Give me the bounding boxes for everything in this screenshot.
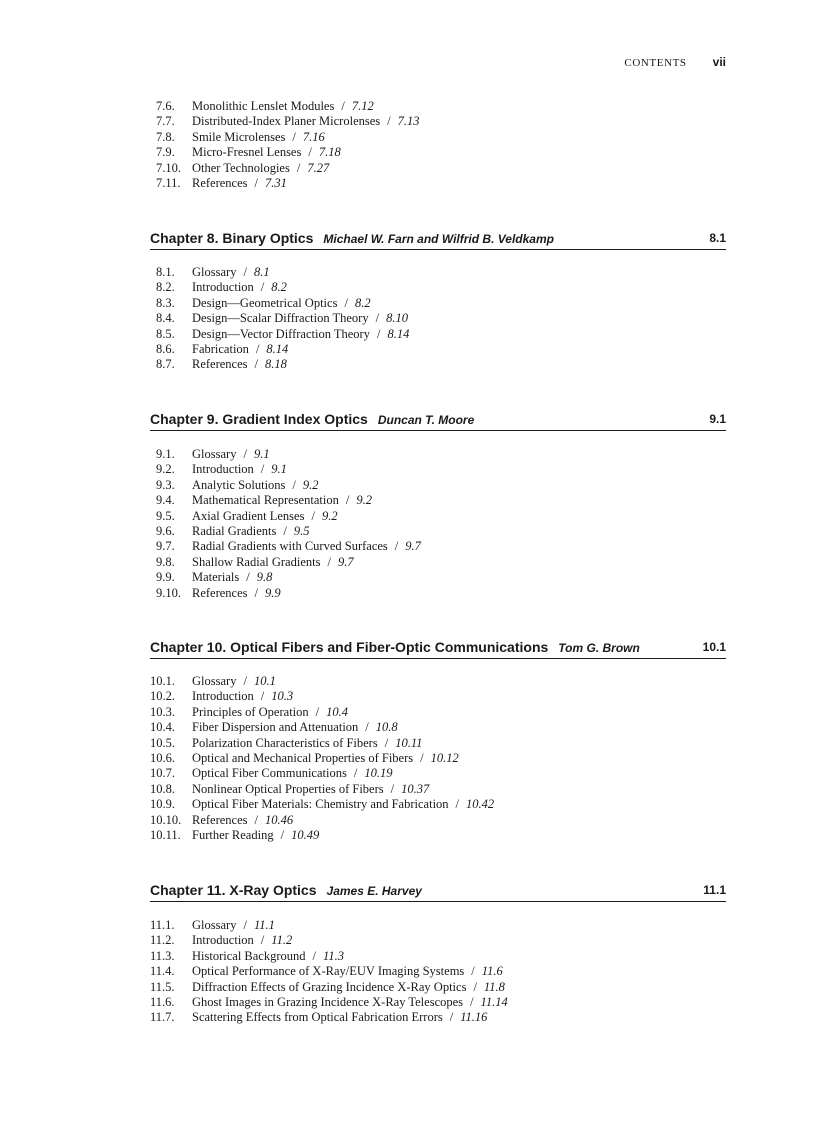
separator-slash: / [365, 720, 369, 735]
toc-entry [150, 99, 726, 114]
section-title: Introduction [192, 462, 254, 477]
chapter-page: 11.1 [703, 883, 726, 897]
section-number: 7.10. [156, 160, 181, 175]
section-page: 11.2 [271, 933, 293, 948]
section-number: 7.9. [156, 145, 175, 160]
chapter-title: Chapter 8. Binary Optics [150, 230, 314, 246]
section-page: 8.1 [253, 265, 270, 279]
toc-entry [150, 311, 726, 326]
toc-entry [150, 782, 726, 797]
section-page: 7.13 [397, 114, 420, 129]
separator-slash: / [260, 933, 265, 948]
section-page: 7.31 [265, 175, 287, 190]
toc-entry [150, 751, 726, 766]
separator-slash: / [308, 145, 312, 160]
separator-slash: / [312, 948, 316, 963]
section-page: 9.1 [253, 447, 270, 461]
chapter-author: James E. Harvey [326, 884, 422, 898]
section-title: Historical Background [192, 948, 306, 963]
chapter-11-section-list [150, 918, 726, 1026]
separator-slash: / [311, 508, 315, 523]
toc-entry [150, 462, 726, 477]
section-title: Introduction [192, 689, 254, 704]
section-title: Fabrication [192, 341, 249, 356]
toc-entry [150, 296, 726, 311]
section-title: Glossary [192, 674, 237, 688]
toc-entry [150, 145, 726, 160]
chapter-10-section-list [150, 674, 726, 843]
toc-entry [150, 933, 726, 948]
separator-slash: / [473, 979, 477, 994]
chapter-author: Michael W. Farn and Wilfrid B. Veldkamp [323, 232, 554, 246]
section-number: 11.2. [150, 933, 175, 948]
section-page: 10.49 [291, 827, 320, 842]
section-title: Optical Fiber Communications [192, 766, 347, 781]
toc-entry [150, 720, 726, 735]
toc-entry [150, 509, 726, 524]
section-number: 8.6. [156, 341, 175, 356]
section-number: 11.6. [150, 994, 175, 1009]
section-page: 7.18 [318, 145, 341, 160]
toc-entry [150, 705, 726, 720]
section-title: Fiber Dispersion and Attenuation [192, 720, 359, 735]
section-page: 10.46 [265, 812, 294, 827]
section-title: Distributed-Index Planer Microlenses [192, 114, 381, 129]
section-page: 11.16 [460, 1010, 488, 1025]
section-number: 8.3. [156, 295, 175, 310]
section-page: 8.14 [387, 326, 410, 341]
toc-entry [150, 555, 726, 570]
separator-slash: / [260, 280, 265, 295]
toc-entry [150, 736, 726, 751]
section-page: 10.19 [364, 766, 393, 781]
toc-entry [150, 1010, 726, 1025]
separator-slash: / [315, 704, 320, 719]
section-page: 9.7 [337, 554, 354, 569]
separator-slash: / [243, 674, 247, 688]
section-page: 7.27 [307, 160, 330, 175]
section-number: 10.6. [150, 750, 175, 765]
section-title: Radial Gradients with Curved Surfaces [192, 539, 388, 554]
section-page: 9.1 [271, 462, 287, 477]
section-title: Shallow Radial Gradients [192, 554, 321, 569]
separator-slash: / [243, 265, 247, 279]
section-page: 7.12 [351, 99, 374, 113]
section-page: 8.14 [266, 341, 289, 356]
toc-entry [150, 539, 726, 554]
section-number: 10.1. [150, 674, 175, 688]
section-title: References [192, 585, 248, 600]
section-page: 7.16 [302, 129, 325, 144]
chapter-9-heading [150, 411, 726, 431]
section-title: Design—Geometrical Optics [192, 295, 338, 310]
separator-slash: / [375, 311, 380, 326]
separator-slash: / [243, 447, 247, 461]
section-title: Nonlinear Optical Properties of Fibers [192, 781, 384, 796]
section-title: Optical and Mechanical Properties of Fibers [192, 750, 414, 765]
section-number: 10.11. [150, 827, 181, 842]
toc-entry [150, 828, 726, 843]
separator-slash: / [327, 554, 331, 569]
separator-slash: / [390, 781, 395, 796]
section-number: 8.2. [156, 280, 175, 295]
toc-entry [150, 689, 726, 704]
separator-slash: / [384, 735, 389, 750]
chapter-title: Chapter 9. Gradient Index Optics [150, 411, 368, 427]
chapter-8-section-list [150, 265, 726, 373]
toc-entry [150, 265, 726, 280]
toc-entry [150, 280, 726, 295]
section-number: 8.7. [156, 357, 175, 372]
separator-slash: / [254, 175, 259, 190]
toc-entry [150, 357, 726, 372]
separator-slash: / [455, 797, 460, 812]
section-title: Radial Gradients [192, 523, 277, 538]
toc-entry [150, 949, 726, 964]
toc-entry [150, 447, 726, 462]
section-title: Mathematical Representation [192, 493, 339, 508]
separator-slash: / [471, 964, 475, 979]
section-number: 9.6. [156, 523, 175, 538]
separator-slash: / [345, 493, 350, 508]
separator-slash: / [260, 462, 265, 477]
section-title: Scattering Effects from Optical Fabrication Errors [192, 1010, 443, 1025]
section-number: 7.6. [156, 99, 175, 113]
section-page: 9.2 [356, 493, 372, 508]
section-page: 9.7 [405, 539, 421, 554]
running-header [150, 53, 726, 71]
section-page: 10.42 [466, 797, 495, 812]
chapter-8-heading [150, 230, 726, 250]
section-page: 11.3 [323, 948, 344, 963]
separator-slash: / [344, 295, 348, 310]
running-header-label: CONTENTS [624, 57, 687, 69]
toc-entry [150, 964, 726, 979]
section-title: Further Reading [192, 827, 274, 842]
separator-slash: / [387, 114, 391, 129]
section-page: 10.11 [395, 735, 423, 750]
section-number: 7.11. [156, 175, 181, 190]
section-title: Ghost Images in Grazing Incidence X-Ray Telescopes [192, 994, 464, 1009]
toc-entry [150, 493, 726, 508]
chapter-page: 8.1 [709, 231, 726, 245]
section-number: 8.4. [156, 311, 175, 326]
toc-entry [150, 766, 726, 781]
separator-slash: / [353, 766, 358, 781]
toc-entry [150, 114, 726, 129]
section-title: Optical Fiber Materials: Chemistry and Fabrication [192, 797, 449, 812]
separator-slash: / [243, 918, 247, 932]
separator-slash: / [280, 827, 285, 842]
section-number: 9.3. [156, 477, 175, 492]
separator-slash: / [470, 994, 474, 1009]
section-number: 7.8. [156, 129, 175, 144]
section-number: 10.10. [150, 812, 182, 827]
section-number: 8.1. [156, 265, 175, 279]
chapter-page: 10.1 [702, 640, 726, 654]
section-number: 11.3. [150, 948, 175, 963]
chapter-9-section-list [150, 447, 726, 601]
section-title: Polarization Characteristics of Fibers [192, 735, 378, 750]
separator-slash: / [254, 357, 259, 372]
separator-slash: / [394, 539, 399, 554]
section-title: Principles of Operation [192, 704, 309, 719]
section-number: 11.1. [150, 918, 175, 932]
separator-slash: / [292, 477, 296, 492]
section-page: 8.18 [265, 357, 287, 372]
section-title: Monolithic Lenslet Modules [192, 99, 335, 113]
chapter-page: 9.1 [709, 412, 726, 426]
separator-slash: / [449, 1010, 454, 1025]
section-number: 10.8. [150, 781, 175, 796]
section-number: 9.2. [156, 462, 175, 477]
section-number: 9.7. [156, 539, 175, 554]
section-number: 9.4. [156, 493, 175, 508]
section-title: References [192, 812, 248, 827]
section-page: 9.8 [256, 570, 273, 585]
toc-entry [150, 995, 726, 1010]
section-page: 9.2 [321, 508, 338, 523]
section-page: 8.2 [271, 280, 287, 295]
section-title: References [192, 175, 248, 190]
toc-entry [150, 130, 726, 145]
separator-slash: / [255, 341, 260, 356]
section-number: 10.9. [150, 797, 175, 812]
section-title: Axial Gradient Lenses [192, 508, 305, 523]
chapter-title: Chapter 11. X-Ray Optics [150, 882, 317, 898]
section-page: 11.1 [253, 918, 275, 932]
toc-entry [150, 813, 726, 828]
section-title: Analytic Solutions [192, 477, 286, 492]
section-title: Optical Performance of X-Ray/EUV Imaging Systems [192, 964, 465, 979]
section-page: 9.5 [293, 523, 310, 538]
separator-slash: / [254, 585, 259, 600]
separator-slash: / [420, 750, 424, 765]
toc-entry [150, 176, 726, 191]
toc-entry [150, 980, 726, 995]
chapter-author: Duncan T. Moore [377, 413, 475, 427]
chapter-title: Chapter 10. Optical Fibers and Fiber-Optic Communications [150, 639, 549, 655]
separator-slash: / [283, 523, 287, 538]
toc-entry [150, 524, 726, 539]
section-page: 10.8 [375, 720, 398, 735]
section-number: 9.9. [156, 570, 175, 585]
section-page: 11.8 [483, 979, 505, 994]
section-page: 10.37 [401, 781, 430, 796]
section-page: 10.12 [430, 750, 459, 765]
section-number: 10.4. [150, 720, 175, 735]
chapter-10-heading [150, 639, 726, 659]
section-page: 8.2 [354, 295, 371, 310]
toc-entry [150, 586, 726, 601]
section-title: References [192, 357, 248, 372]
section-number: 11.7. [150, 1010, 175, 1025]
separator-slash: / [246, 570, 250, 585]
running-header-page-number: vii [712, 55, 726, 69]
toc-entry [150, 918, 726, 933]
separator-slash: / [260, 689, 265, 704]
section-number: 11.4. [150, 964, 175, 979]
section-page: 10.3 [271, 689, 294, 704]
section-title: Materials [192, 570, 240, 585]
section-number: 9.10. [156, 585, 181, 600]
section-number: 10.7. [150, 766, 175, 781]
section-title: Other Technologies [192, 160, 290, 175]
section-number: 8.5. [156, 326, 175, 341]
section-number: 10.3. [150, 704, 175, 719]
chapter-7-continued-list [150, 99, 726, 191]
section-title: Introduction [192, 933, 254, 948]
toc-entry [150, 797, 726, 812]
separator-slash: / [292, 129, 296, 144]
section-page: 8.10 [386, 311, 408, 326]
section-number: 11.5. [150, 979, 175, 994]
section-title: Glossary [192, 918, 237, 932]
separator-slash: / [341, 99, 345, 113]
separator-slash: / [296, 160, 301, 175]
section-number: 9.1. [156, 447, 175, 461]
toc-entry [150, 342, 726, 357]
section-title: Introduction [192, 280, 254, 295]
toc-entry [150, 570, 726, 585]
separator-slash: / [376, 326, 381, 341]
section-title: Glossary [192, 447, 237, 461]
section-title: Design—Scalar Diffraction Theory [192, 311, 369, 326]
section-number: 7.7. [156, 114, 175, 129]
separator-slash: / [254, 812, 259, 827]
section-number: 9.8. [156, 554, 175, 569]
section-title: Glossary [192, 265, 237, 279]
toc-entry [150, 327, 726, 342]
toc-entry [150, 161, 726, 176]
section-page: 10.1 [253, 674, 276, 688]
section-title: Micro-Fresnel Lenses [192, 145, 302, 160]
section-number: 9.5. [156, 508, 175, 523]
section-page: 11.6 [481, 964, 503, 979]
toc-entry [150, 478, 726, 493]
toc-entry [150, 674, 726, 689]
section-number: 10.5. [150, 735, 175, 750]
section-title: Smile Microlenses [192, 129, 286, 144]
section-page: 11.14 [480, 994, 508, 1009]
section-page: 9.9 [265, 585, 281, 600]
section-page: 9.2 [302, 477, 319, 492]
chapter-author: Tom G. Brown [558, 641, 640, 655]
chapter-11-heading [150, 882, 726, 902]
section-title: Design—Vector Diffraction Theory [192, 326, 370, 341]
section-number: 10.2. [150, 689, 175, 704]
section-page: 10.4 [326, 704, 348, 719]
section-title: Diffraction Effects of Grazing Incidence X-Ray Optics [192, 979, 467, 994]
